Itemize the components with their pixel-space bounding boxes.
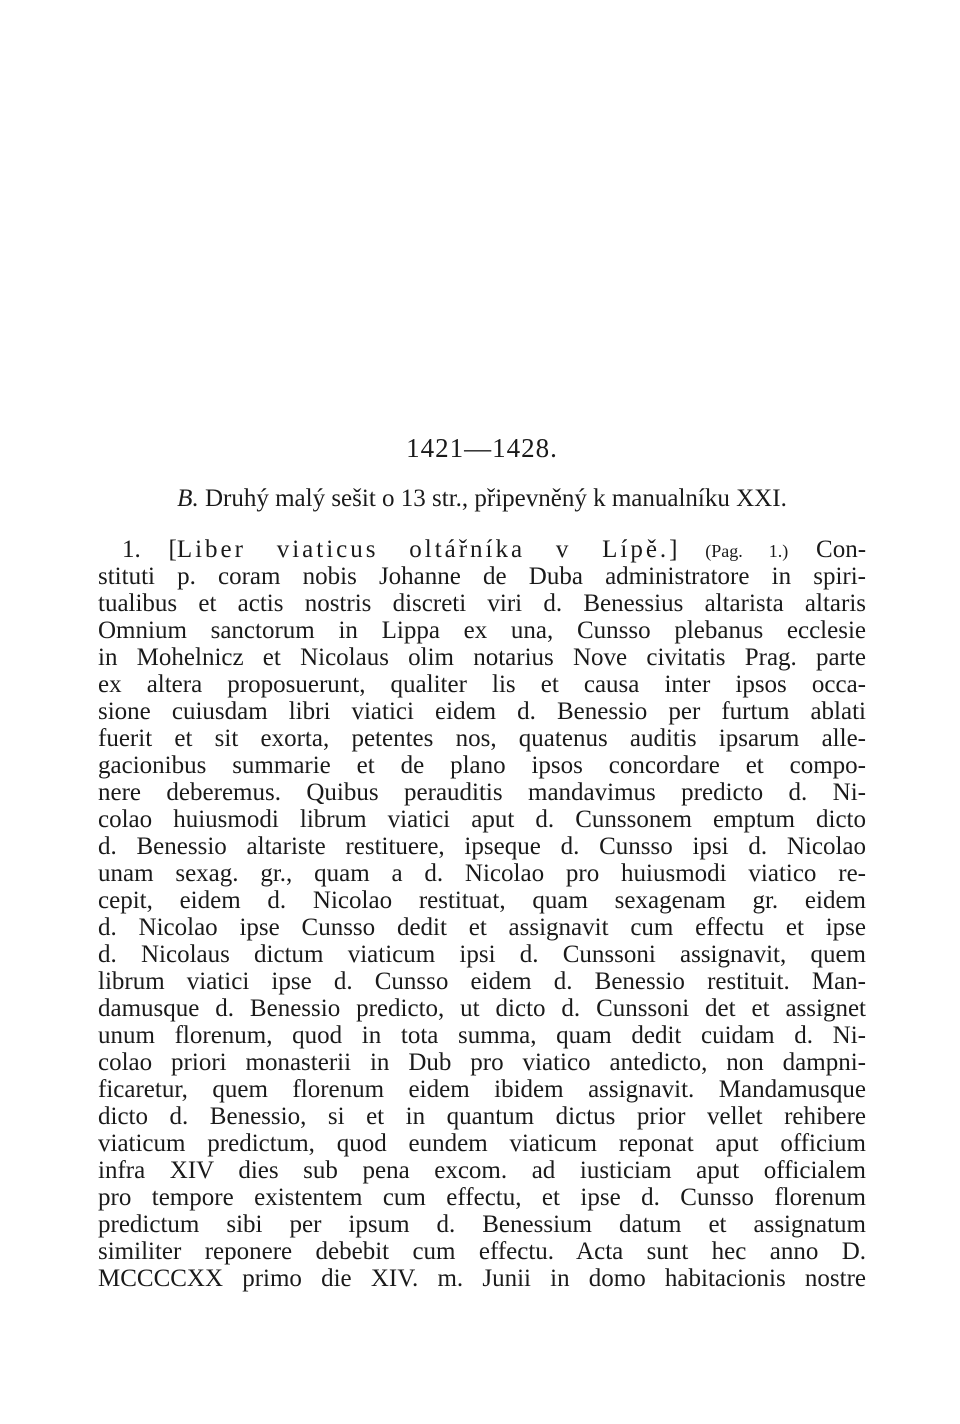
text-line: ficaretur, quem florenum eidem ibidem assignavit. Mandamusque — [98, 1076, 866, 1103]
text-line: colao huiusmodi librum viatici aput d. Cunssonem emptum dicto — [98, 806, 866, 833]
text-line: colao priori monasterii in Dub pro viatico antedicto, non dampni- — [98, 1049, 866, 1076]
text-line: pro tempore existentem cum effectu, et ipse d. Cunsso florenum — [98, 1184, 866, 1211]
entry-body — [98, 536, 866, 1292]
text-line: gacionibus summarie et de plano ipsos concordare et compo- — [98, 752, 866, 779]
document-page — [98, 430, 866, 1292]
text-line: nere deberemus. Quibus perauditis mandavimus predicto d. Ni- — [98, 779, 866, 806]
text-line: unam sexag. gr., quam a d. Nicolao pro huiusmodi viatico re- — [98, 860, 866, 887]
text-line: unum florenum, quod in tota summa, quam dedit cuidam d. Ni- — [98, 1022, 866, 1049]
entry-number: 1. — [122, 536, 141, 563]
text-line: dicto d. Benessio, si et in quantum dictus prior vellet rehibere — [98, 1103, 866, 1130]
running-head: 1421—1428. — [406, 433, 558, 463]
section-heading — [98, 482, 866, 516]
text-line: in Mohelnicz et Nicolaus olim notarius Nove civitatis Prag. parte — [98, 644, 866, 671]
entry-title-open: [ — [168, 536, 177, 563]
text-line: damusque d. Benessio predicto, ut dicto d. Cunssoni det et assignet — [98, 995, 866, 1022]
text-line: similiter reponere debebit cum effectu. Acta sunt hec anno D. — [98, 1238, 866, 1265]
text-line: librum viatici ipse d. Cunsso eidem d. Benessio restituit. Man- — [98, 968, 866, 995]
text-line: tualibus et actis nostris discreti viri d. Benessius altarista altaris — [98, 590, 866, 617]
text-line: predictum sibi per ipsum d. Benessium datum et assignatum — [98, 1211, 866, 1238]
entry-first-line — [98, 536, 866, 563]
entry-title: Liber viaticus oltářníka v Lípě. — [176, 536, 670, 563]
entry-first-line-rest: Con- — [816, 536, 867, 563]
text-line: sione cuiusdam libri viatici eidem d. Benessio per furtum ablati — [98, 698, 866, 725]
text-line: infra XIV dies sub pena excom. ad iusticiam aput officialem — [98, 1157, 866, 1184]
text-line: stituti p. coram nobis Johanne de Duba administratore in spiri- — [98, 563, 866, 590]
text-line: ex altera proposuerunt, qualiter lis et causa inter ipsos occa- — [98, 671, 866, 698]
text-line: d. Nicolaus dictum viaticum ipsi d. Cunssoni assignavit, quem — [98, 941, 866, 968]
text-line: d. Nicolao ipse Cunsso dedit et assignavit cum effectu et ipse — [98, 914, 866, 941]
entry-title-close: ] — [669, 536, 678, 563]
entry-page-ref: (Pag. 1.) — [705, 541, 789, 561]
text-line: d. Benessio altariste restituere, ipseque d. Cunsso ipsi d. Nicolao — [98, 833, 866, 860]
text-line: viaticum predictum, quod eundem viaticum reponat aput officium — [98, 1130, 866, 1157]
section-title: Druhý malý sešit o 13 str., připevněný k manualníku XXI. — [204, 485, 787, 512]
text-line: fuerit et sit exorta, petentes nos, quatenus auditis ipsarum alle- — [98, 725, 866, 752]
text-line: MCCCCXX primo die XIV. m. Junii in domo habitacionis nostre — [98, 1265, 866, 1292]
text-line: Omnium sanctorum in Lippa ex una, Cunsso plebanus ecclesie — [98, 617, 866, 644]
text-line: cepit, eidem d. Nicolao restituat, quam sexagenam gr. eidem — [98, 887, 866, 914]
section-letter: B. — [177, 485, 199, 512]
